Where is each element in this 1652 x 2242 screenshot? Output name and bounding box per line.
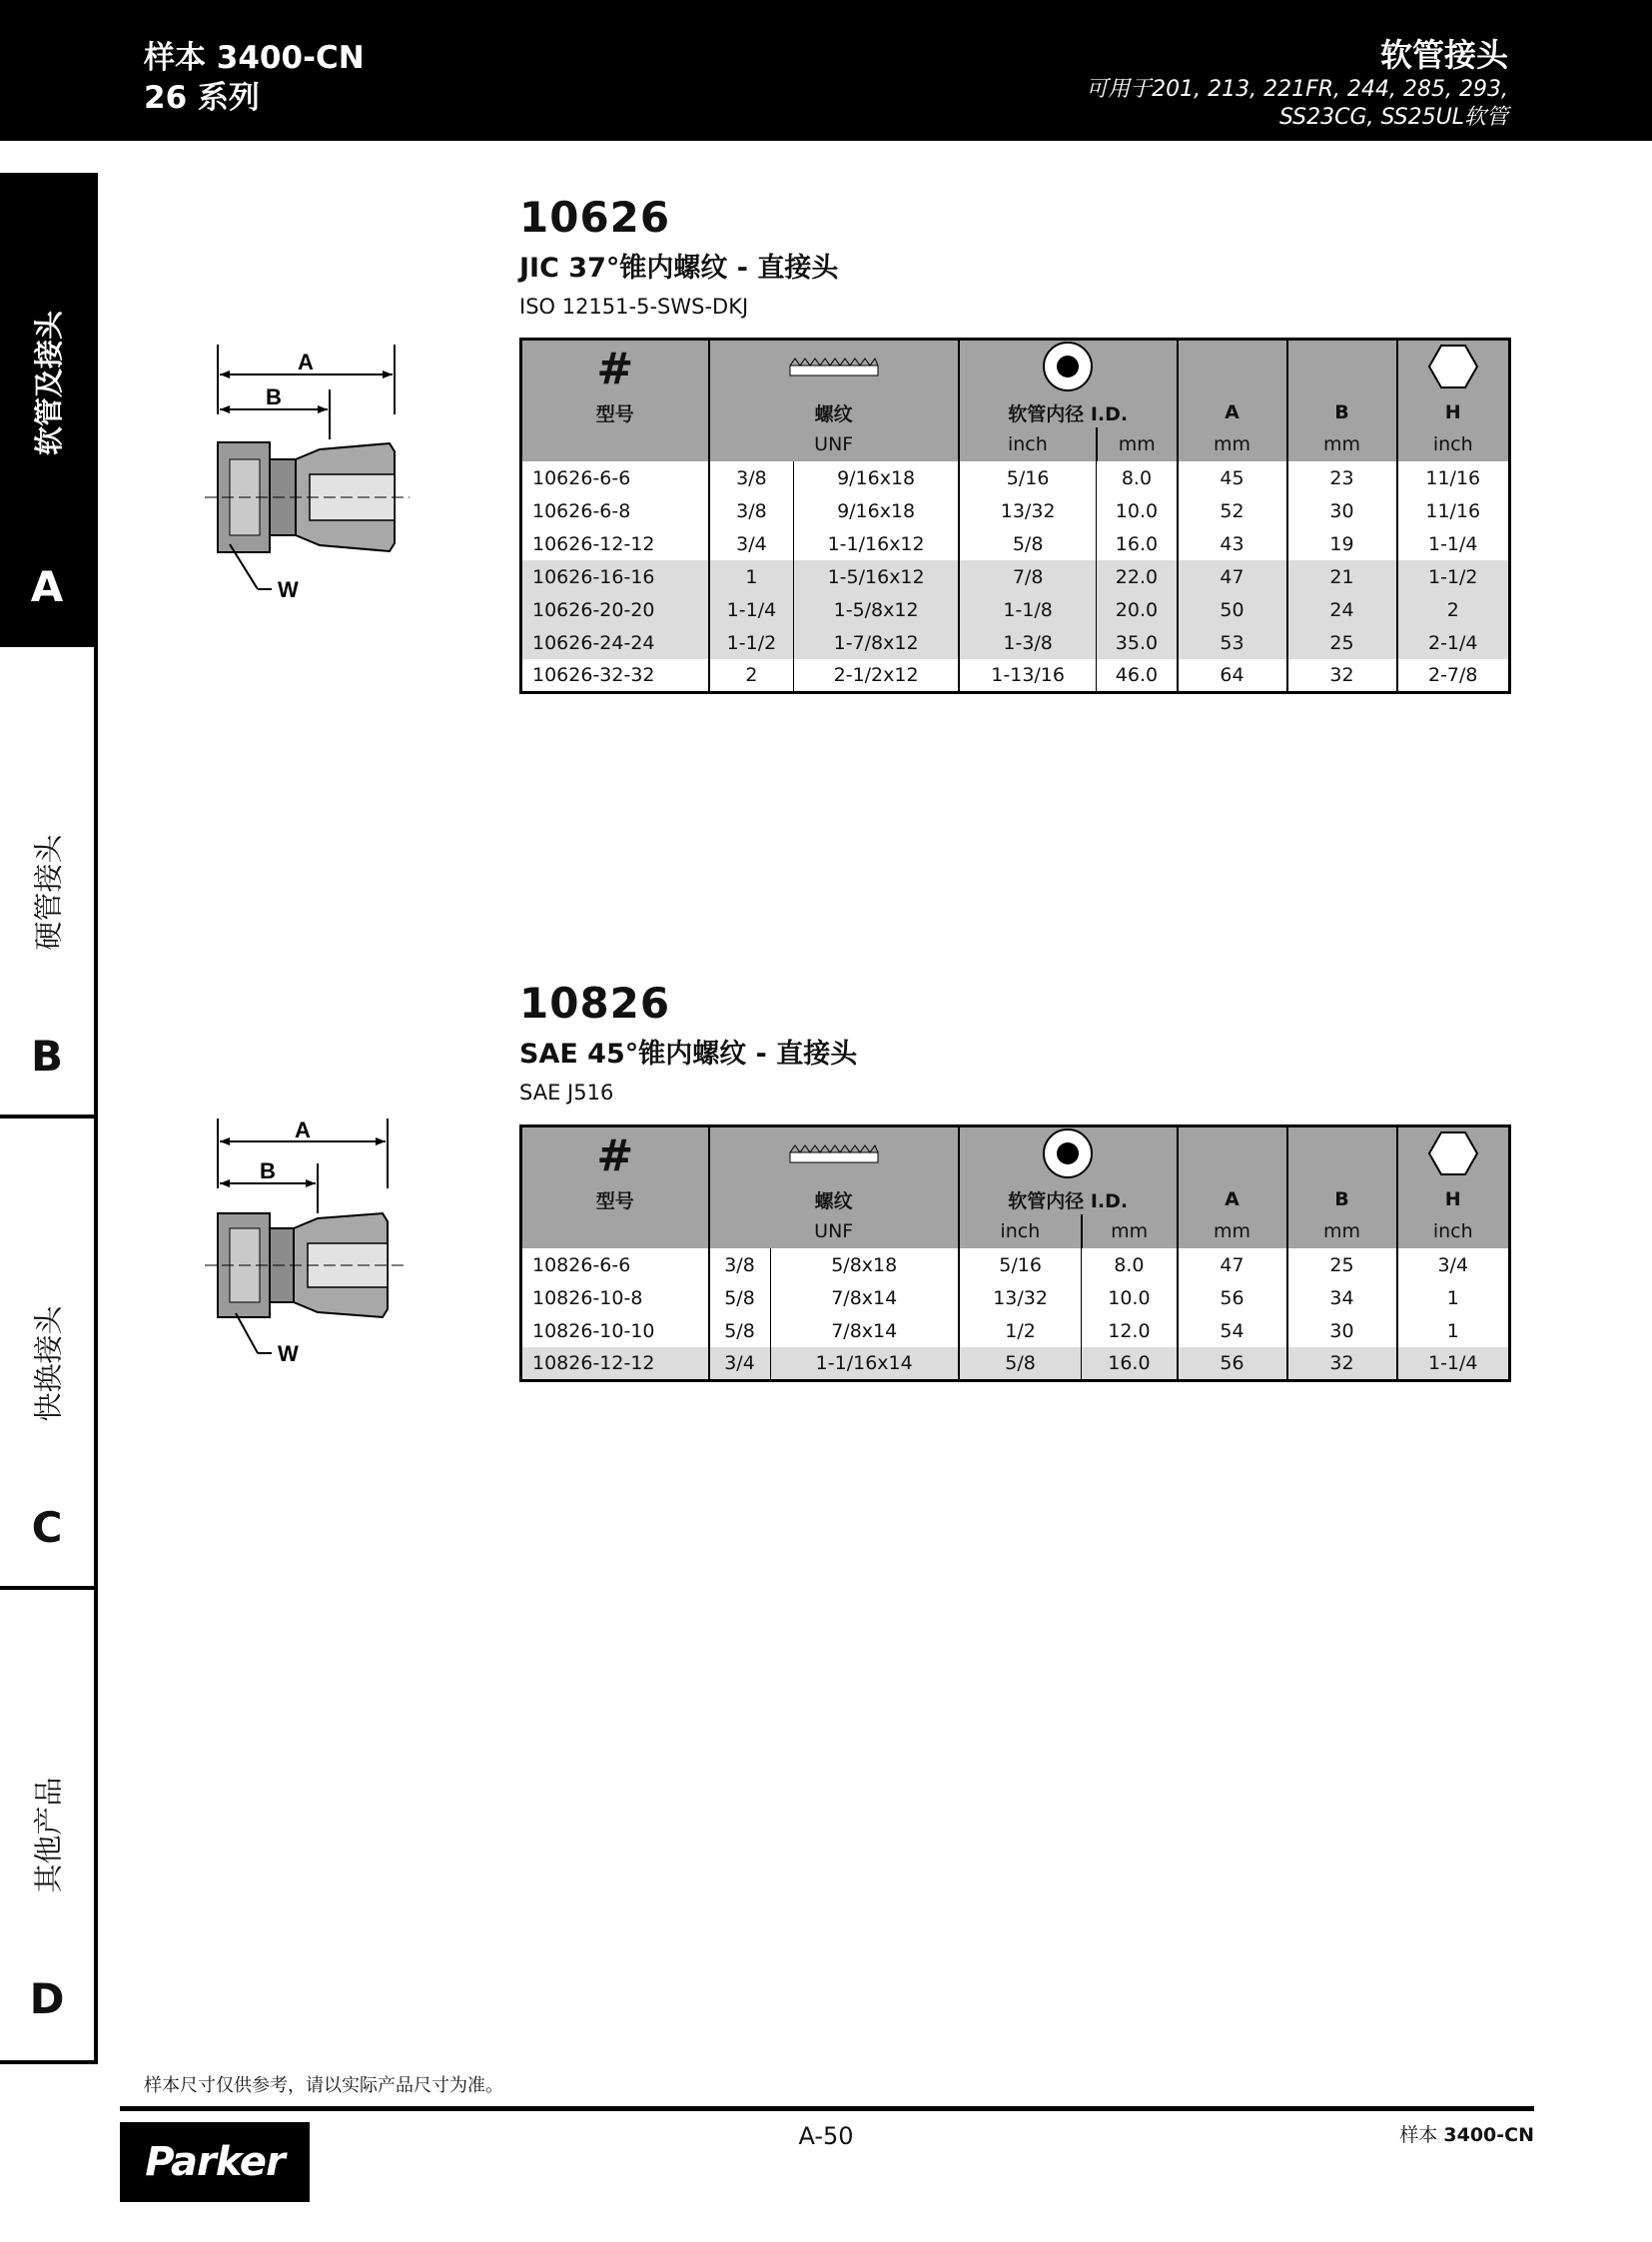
col-hex-icon [1397, 1126, 1510, 1185]
applicable-line-1: 可用于201, 213, 221FR, 244, 285, 293, [1086, 77, 1508, 102]
side-tab-b-letter: B [30, 1032, 63, 1081]
cell-thread-size: 1-1/4 [709, 593, 794, 626]
col-b-unit: mm [1287, 427, 1397, 461]
cell-part-number: 10826-10-8 [521, 1281, 709, 1314]
cell-hose-mm: 22.0 [1097, 560, 1178, 593]
cell-dim-b: 34 [1287, 1281, 1397, 1314]
thread-icon [789, 356, 879, 377]
col-a: A [1178, 397, 1287, 427]
side-tab-a-label: 软管及接头 [31, 310, 66, 455]
cell-thread-size: 5/8 [709, 1314, 771, 1347]
cell-dim-b: 32 [1287, 1347, 1397, 1380]
table-row [521, 593, 1510, 626]
col-hose-id-icon [959, 1126, 1178, 1185]
product-standard: SAE J516 [519, 1081, 614, 1105]
cell-hose-inch: 1-3/8 [959, 626, 1097, 659]
cell-hose-mm: 46.0 [1097, 659, 1178, 692]
footer-note: 样本尺寸仅供参考，请以实际产品尺寸为准。 [144, 2075, 503, 2096]
col-thread-unit: UNF [709, 427, 959, 461]
col-part: 型号 [521, 397, 709, 427]
cell-dim-a: 54 [1178, 1314, 1287, 1347]
table-row [521, 626, 1510, 659]
cell-hex-h: 2 [1397, 593, 1510, 626]
cell-thread-unf: 1-1/16x12 [794, 527, 959, 560]
side-tab-b-label: 硬管接头 [31, 833, 66, 951]
dim-label-w: W [278, 577, 299, 602]
table-row [521, 659, 1510, 692]
cell-thread-size: 2 [709, 659, 794, 692]
cell-dim-a: 47 [1178, 1248, 1287, 1281]
cell-hose-mm: 8.0 [1082, 1248, 1178, 1281]
col-b: B [1287, 1184, 1397, 1214]
col-thread-icon [709, 340, 959, 398]
cell-thread-unf: 1-7/8x12 [794, 626, 959, 659]
table-row [521, 461, 1510, 494]
table-row [521, 1281, 1510, 1314]
cell-hose-mm: 10.0 [1097, 494, 1178, 527]
col-hex-icon [1397, 340, 1510, 398]
table-row [521, 560, 1510, 593]
cell-dim-b: 19 [1287, 527, 1397, 560]
col-hose-mm: mm [1082, 1214, 1178, 1248]
col-h-unit: inch [1397, 427, 1510, 461]
side-tab-b[interactable] [0, 647, 98, 1119]
side-tabs [0, 173, 98, 2064]
logo-text: Parker [145, 2139, 285, 2185]
col-a-unit: mm [1178, 427, 1287, 461]
cell-dim-a: 53 [1178, 626, 1287, 659]
cell-hose-inch: 13/32 [959, 494, 1097, 527]
footer-divider [120, 2106, 1534, 2111]
cell-hex-h: 2-1/4 [1397, 626, 1510, 659]
cell-hose-inch: 1-1/8 [959, 593, 1097, 626]
product-10626-heading [519, 193, 838, 319]
cell-thread-size: 3/8 [709, 494, 794, 527]
table-row [521, 1347, 1510, 1380]
cell-thread-size: 5/8 [709, 1281, 771, 1314]
cell-thread-size: 3/4 [709, 1347, 771, 1380]
col-hose-id: 软管内径 I.D. [959, 397, 1178, 427]
product-code: 10626 [519, 193, 671, 242]
side-tab-c-letter: C [31, 1503, 63, 1552]
cell-part-number: 10626-6-6 [521, 461, 709, 494]
col-b: B [1287, 397, 1397, 427]
cell-dim-b: 24 [1287, 593, 1397, 626]
hex-icon [1427, 344, 1479, 389]
cell-hose-inch: 5/16 [959, 1248, 1082, 1281]
cell-hose-inch: 13/32 [959, 1281, 1082, 1314]
cell-part-number: 10626-12-12 [521, 527, 709, 560]
dim-label-w: W [278, 1341, 299, 1366]
table-body-10626 [521, 461, 1510, 692]
page-header [0, 0, 1652, 141]
hash-icon: # [596, 1129, 634, 1181]
col-thread-unit: UNF [709, 1214, 959, 1248]
col-a-unit: mm [1178, 1214, 1287, 1248]
cell-thread-unf: 1-5/16x12 [794, 560, 959, 593]
side-tab-c[interactable] [0, 1119, 98, 1590]
table-row [521, 1248, 1510, 1281]
cell-dim-a: 43 [1178, 527, 1287, 560]
side-tab-d-letter: D [29, 1974, 65, 2023]
cell-hose-mm: 35.0 [1097, 626, 1178, 659]
footer-catalog [1399, 2120, 1534, 2147]
cell-hose-inch: 5/8 [959, 527, 1097, 560]
cell-hose-mm: 12.0 [1082, 1314, 1178, 1347]
dim-label-b: B [266, 384, 282, 409]
cell-part-number: 10626-32-32 [521, 659, 709, 692]
cell-thread-size: 3/8 [709, 1248, 771, 1281]
dim-label-a: A [295, 1118, 311, 1142]
spec-table-10626 [519, 338, 1511, 694]
product-code: 10826 [519, 979, 671, 1028]
cell-dim-b: 30 [1287, 494, 1397, 527]
footer-catalog-prefix: 样本 [1399, 2124, 1438, 2146]
cell-hose-inch: 5/8 [959, 1347, 1082, 1380]
cell-dim-b: 32 [1287, 659, 1397, 692]
cell-thread-unf: 5/8x18 [770, 1248, 959, 1281]
cell-hose-mm: 8.0 [1097, 461, 1178, 494]
cell-dim-a: 45 [1178, 461, 1287, 494]
cell-thread-unf: 1-1/16x14 [770, 1347, 959, 1380]
cell-hex-h: 3/4 [1397, 1248, 1510, 1281]
col-h: H [1397, 1184, 1510, 1214]
col-hose-mm: mm [1097, 427, 1178, 461]
cell-part-number: 10626-6-8 [521, 494, 709, 527]
cell-dim-a: 47 [1178, 560, 1287, 593]
col-h-unit: inch [1397, 1214, 1510, 1248]
cell-dim-a: 50 [1178, 593, 1287, 626]
table-body-10826 [521, 1248, 1510, 1380]
cell-thread-size: 1 [709, 560, 794, 593]
cell-dim-b: 21 [1287, 560, 1397, 593]
cell-thread-unf: 1-5/8x12 [794, 593, 959, 626]
cell-hex-h: 11/16 [1397, 461, 1510, 494]
spec-table-10826 [519, 1124, 1511, 1382]
cell-hose-mm: 20.0 [1097, 593, 1178, 626]
cell-dim-b: 23 [1287, 461, 1397, 494]
cell-hex-h: 1 [1397, 1281, 1510, 1314]
cell-part-number: 10826-12-12 [521, 1347, 709, 1380]
catalog-line: 样本 3400-CN [144, 40, 365, 76]
table-row [521, 527, 1510, 560]
cell-dim-a: 56 [1178, 1347, 1287, 1380]
cell-thread-size: 1-1/2 [709, 626, 794, 659]
side-tab-a-letter: A [30, 562, 64, 611]
side-tab-d-label: 其他产品 [31, 1776, 66, 1893]
cell-part-number: 10826-6-6 [521, 1248, 709, 1281]
col-thread: 螺纹 [709, 1184, 959, 1214]
cell-hose-inch: 5/16 [959, 461, 1097, 494]
hash-icon: # [596, 343, 634, 394]
cell-hex-h: 11/16 [1397, 494, 1510, 527]
side-tab-c-label: 快换接头 [31, 1304, 66, 1422]
cell-dim-a: 52 [1178, 494, 1287, 527]
col-part-icon [521, 340, 709, 398]
parker-logo [120, 2122, 310, 2202]
col-h: H [1397, 397, 1510, 427]
cell-hose-mm: 16.0 [1097, 527, 1178, 560]
cell-hex-h: 1-1/4 [1397, 527, 1510, 560]
cell-hose-inch: 7/8 [959, 560, 1097, 593]
cell-hose-mm: 10.0 [1082, 1281, 1178, 1314]
col-a: A [1178, 1184, 1287, 1214]
table-row [521, 494, 1510, 527]
cell-thread-unf: 9/16x18 [794, 494, 959, 527]
cell-hex-h: 1 [1397, 1314, 1510, 1347]
page-number: A-50 [798, 2122, 854, 2150]
cell-thread-unf: 7/8x14 [770, 1314, 959, 1347]
cell-part-number: 10626-20-20 [521, 593, 709, 626]
cell-thread-unf: 9/16x18 [794, 461, 959, 494]
cell-thread-unf: 7/8x14 [770, 1281, 959, 1314]
fitting-drawing-10626 [200, 340, 419, 629]
cell-part-number: 10626-16-16 [521, 560, 709, 593]
cell-dim-b: 25 [1287, 626, 1397, 659]
table-row [521, 1314, 1510, 1347]
cell-hose-inch: 1-13/16 [959, 659, 1097, 692]
applicable-hoses [1086, 76, 1508, 132]
cell-dim-b: 30 [1287, 1314, 1397, 1347]
dim-label-a: A [298, 350, 314, 374]
col-hose-id-icon [959, 340, 1178, 398]
thread-icon [789, 1142, 879, 1164]
product-standard: ISO 12151-5-SWS-DKJ [519, 295, 749, 319]
hose-id-icon [1042, 1127, 1094, 1179]
dim-label-b: B [260, 1158, 276, 1183]
cell-part-number: 10826-10-10 [521, 1314, 709, 1347]
section-title: 软管接头 [1379, 36, 1508, 74]
hose-id-icon [1042, 341, 1094, 392]
col-hose-inch: inch [959, 427, 1097, 461]
cell-hose-inch: 1/2 [959, 1314, 1082, 1347]
cell-hose-mm: 16.0 [1082, 1347, 1178, 1380]
applicable-line-2: SS23CG, SS25UL软管 [1278, 105, 1508, 130]
cell-hex-h: 2-7/8 [1397, 659, 1510, 692]
col-part: 型号 [521, 1184, 709, 1214]
cell-part-number: 10626-24-24 [521, 626, 709, 659]
footer-catalog-code: 3400-CN [1443, 2124, 1534, 2146]
cell-dim-b: 25 [1287, 1248, 1397, 1281]
col-thread-icon [709, 1126, 959, 1185]
series-line: 26 系列 [144, 80, 260, 116]
col-thread: 螺纹 [709, 397, 959, 427]
cell-thread-unf: 2-1/2x12 [794, 659, 959, 692]
side-tab-a[interactable] [0, 173, 98, 647]
col-hose-inch: inch [959, 1214, 1082, 1248]
product-subtitle: SAE 45°锥内螺纹 - 直接头 [519, 1039, 858, 1070]
col-hose-id: 软管内径 I.D. [959, 1184, 1178, 1214]
cell-thread-size: 3/4 [709, 527, 794, 560]
cell-dim-a: 64 [1178, 659, 1287, 692]
hex-icon [1427, 1130, 1479, 1176]
col-part-icon [521, 1126, 709, 1185]
col-b-unit: mm [1287, 1214, 1397, 1248]
cell-dim-a: 56 [1178, 1281, 1287, 1314]
cell-thread-size: 3/8 [709, 461, 794, 494]
product-10826-heading [519, 979, 857, 1105]
product-subtitle: JIC 37°锥内螺纹 - 直接头 [519, 253, 839, 284]
cell-hex-h: 1-1/2 [1397, 560, 1510, 593]
fitting-drawing-10826 [200, 1114, 419, 1388]
cell-hex-h: 1-1/4 [1397, 1347, 1510, 1380]
side-tab-d[interactable] [0, 1590, 98, 2064]
